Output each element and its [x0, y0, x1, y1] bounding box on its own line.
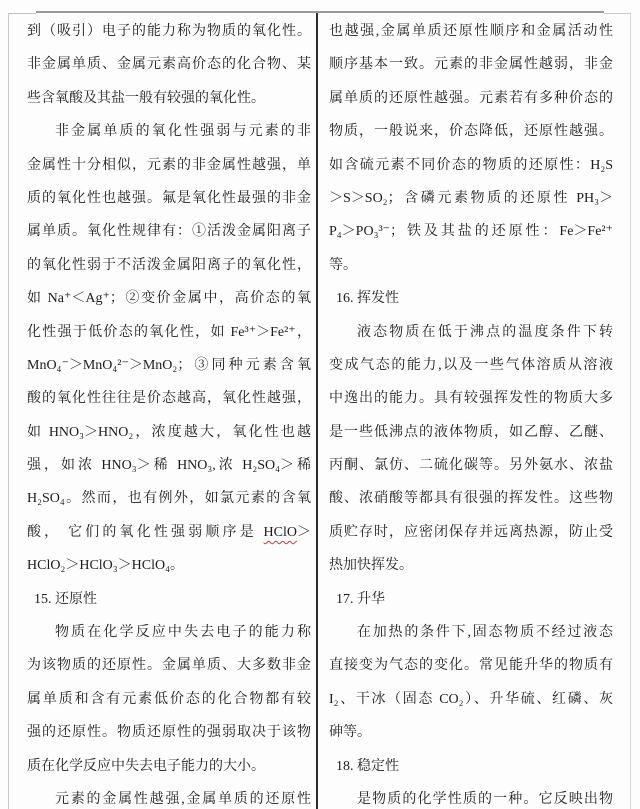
text-line: 属单质的还原性越强。元素若有多种价态的 [329, 90, 613, 106]
section-heading: 17. 升华 [336, 591, 385, 607]
text-line: 变成气态的能力,以及一些气体溶质从溶液 [329, 357, 613, 373]
margin-corner-mark-right [604, 13, 631, 14]
column-divider-rule [316, 13, 318, 809]
text-line: 顺序基本一致。元素的非金属性越弱，非金 [329, 57, 613, 73]
text-line: 质在化学反应中失去电子能力的大小。 [27, 758, 265, 774]
text-line: H₂SO₄。然而，也有例外，如氯元素的含氧 [27, 491, 311, 507]
text-line: 是一些低沸点的液体物质，如乙醇、乙醚、 [329, 424, 613, 440]
text-line: 些含氧酸及其盐一般有较强的氧化性。 [27, 90, 265, 106]
text-line: 砷等。 [329, 725, 371, 741]
text-line: 中逸出的能力。具有较强挥发性的物质大多 [329, 391, 613, 407]
text-line: 液态物质在低于沸点的温度条件下转 [357, 324, 613, 340]
text-line: 属单质和含有元素低价态的化合物都有较 [27, 691, 311, 707]
text-line: I₂、干冰（固态 CO₂）、升华硫、红磷、灰 [329, 691, 613, 707]
section-heading: 16. 挥发性 [336, 291, 399, 307]
right-text-column [329, 15, 613, 809]
text-line: 到（吸引）电子的能力称为物质的氧化性。 [27, 24, 311, 39]
text-line: 非金属单质的氧化性强弱与元素的非 [55, 124, 311, 140]
text-line: 热加快挥发。 [329, 558, 413, 574]
text-line: ＞S＞SO₂；含磷元素物质的还原性 PH₃＞ [329, 190, 613, 206]
text-boundary-top [36, 11, 604, 13]
text-line: 是物质的化学性质的一种。它反映出物 [357, 791, 613, 807]
text-line: 直接变为气态的变化。常见能升华的物质有 [329, 658, 613, 674]
text-line: 酸的氧化性往往是价态越高，氧化性越强， [27, 391, 311, 407]
text-line: 酸、浓硝酸等都具有很强的挥发性。这些物 [329, 491, 613, 507]
text-line: MnO₄⁻＞MnO₄²⁻＞MnO₂；③同种元素含氧 [27, 357, 311, 373]
text-line: 如 Na⁺＜Ag⁺；②变价金属中，高价态的氧 [27, 291, 311, 307]
text-boundary-right [630, 13, 631, 809]
text-line: 非金属单质、金属元素高价态的化合物、某 [27, 57, 311, 73]
text-line: 质的氧化性也越强。氟是氧化性最强的非金 [27, 190, 311, 206]
text-line: 物质在化学反应中失去电子的能力称 [55, 625, 311, 641]
left-text-column [27, 15, 311, 809]
text-line: 在加热的条件下,固态物质不经过液态 [357, 625, 613, 641]
text-line: 金属性十分相似，元素的非金属性越强，单 [27, 157, 311, 173]
text-line: 质贮存时，应密闭保存并远离热源，防止受 [329, 524, 613, 540]
text-line: 强的还原性。物质还原性的强弱取决于该物 [27, 725, 311, 741]
text-line: 为该物质的还原性。金属单质、大多数非金 [27, 658, 311, 674]
text-line: 属单质。氧化性规律有：①活泼金属阳离子 [27, 224, 311, 240]
text-line: 等。 [329, 257, 357, 273]
text-segment: 酸， 它们的氧化性强弱顺序是 [27, 524, 264, 540]
text-line [27, 516, 311, 549]
text-line: 也越强,金属单质还原性顺序和金属活动性 [329, 24, 613, 39]
text-line: 元素的金属性越强,金属单质的还原性 [55, 791, 311, 807]
text-line: 如 HNO₃＞HNO₂，浓度越大，氧化性也越 [27, 424, 311, 440]
text-line: P₄＞PO₃³⁻；铁及其盐的还原性：Fe＞Fe²⁺ [329, 224, 613, 240]
text-line: 丙酮、氯仿、二硫化碳等。另外氨水、浓盐 [329, 458, 613, 474]
text-line: HClO₂＞HClO₃＞HClO₄。 [27, 558, 184, 574]
text-line: 强，如浓 HNO₃＞稀 HNO₃,浓 H₂SO₄＞稀 [27, 458, 311, 474]
text-boundary-left [8, 13, 9, 809]
text-segment: ＞ [297, 524, 311, 540]
margin-corner-mark-left [8, 13, 36, 14]
text-line: 化性强于低价态的氧化性，如 Fe³⁺＞Fe²⁺， [27, 324, 311, 340]
section-heading: 18. 稳定性 [336, 758, 399, 774]
section-heading: 15. 还原性 [34, 591, 97, 607]
text-line: 如含硫元素不同价态的物质的还原性：H₂S [329, 157, 613, 173]
text-line: 物质，一般说来，价态降低，还原性越强。 [329, 124, 613, 140]
text-line: 的氧化性弱于不活泼金属阳离子的氧化性， [27, 257, 311, 273]
spellcheck-underlined-text: HClO [263, 524, 297, 540]
